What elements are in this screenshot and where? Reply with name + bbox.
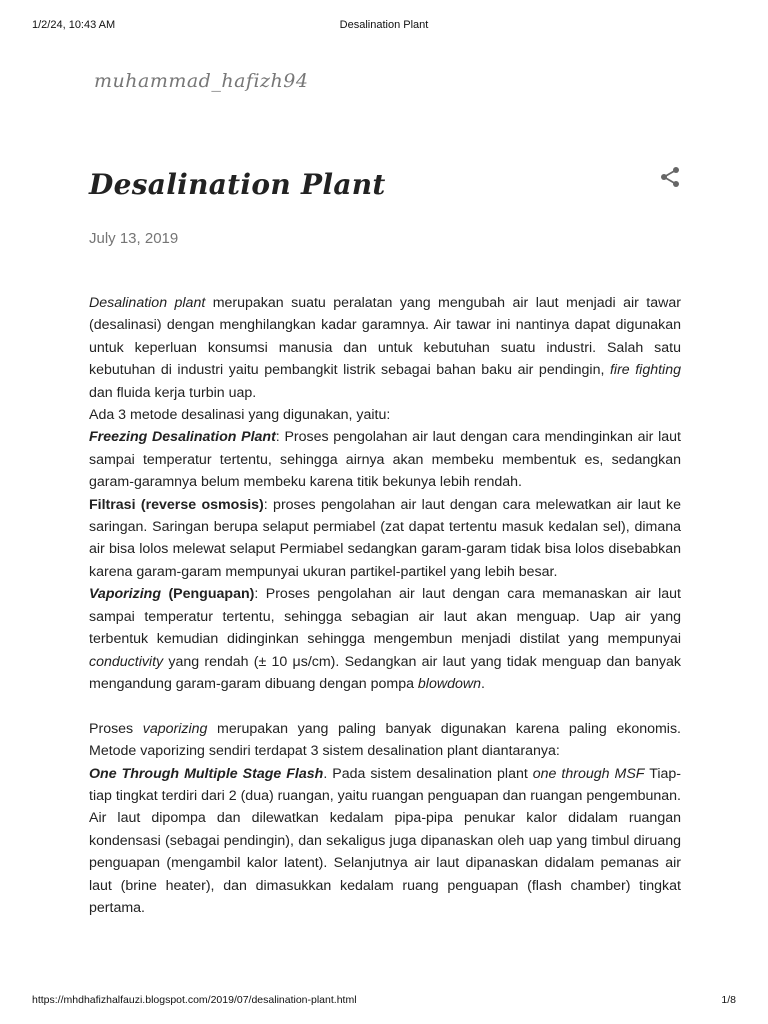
post-date: July 13, 2019 (89, 230, 179, 247)
share-button[interactable] (657, 164, 683, 190)
paragraph-gap (89, 695, 681, 717)
text-italic: blowdown (417, 675, 482, 692)
term-penguapan: (Penguapan) (161, 586, 255, 603)
text-italic: vaporizing (142, 720, 208, 737)
text: . Pada sistem desalination plant (323, 765, 533, 782)
text-italic: fire fighting (609, 362, 681, 379)
text: : Proses pengolahan air laut dengan cara memanaskan air laut sampai temperatur tertentu, sehingga sebagian air laut akan menguap. Uap air yang terbentuk kemudian didinginkan sehingga mengembun menjadi distilat yang mempunyai (89, 586, 681, 648)
print-header (32, 19, 736, 33)
text-italic: conductivity (89, 653, 164, 670)
text: Proses (89, 720, 143, 737)
term-vaporizing: Vaporizing (89, 586, 161, 603)
paragraph-methods-intro: Ada 3 metode desalinasi yang digunakan, yaitu: (89, 407, 391, 424)
term-freezing: Freezing Desalination Plant (89, 429, 276, 446)
text-italic: one through MSF (532, 765, 645, 782)
print-datetime: 1/2/24, 10:43 AM (32, 19, 116, 31)
paragraph-process (89, 718, 681, 763)
blog-name-link[interactable]: muhammad_hafizh94 (94, 70, 309, 92)
text: dan fluida kerja turbin uap. (89, 384, 257, 401)
paragraph-intro (89, 292, 681, 404)
term-msf: One Through Multiple Stage Flash (89, 765, 324, 782)
text: merupakan suatu peralatan yang mengubah air laut menjadi air tawar (desalinasi) dengan menghilangkan kadar garamnya. Air tawar ini nantinya dapat digunakan untuk keperluan konsumsi manusia dan untuk kebutuhan suatu industri. Salah satu kebutuhan di industri yaitu pembangkit listrik sebagai bahan baku air pendingin, (89, 295, 681, 379)
text: . (481, 675, 485, 692)
print-page-title: Desalination Plant (339, 19, 429, 31)
post-body (89, 292, 681, 919)
share-icon (660, 166, 680, 188)
paragraph-vaporizing (89, 583, 681, 695)
text: : Proses pengolahan air laut dengan cara mendinginkan air laut sampai temperatur tertentu, sehingga airnya akan membeku membentuk es, sedangkan garam-garamnya belum membeku karena titik bekunya lebih rendah. (89, 429, 681, 491)
print-footer (32, 994, 736, 1008)
text: Tiap-tiap tingkat terdiri dari 2 (dua) ruangan, yaitu ruangan penguapan dan ruangan pengembunan. Air laut dipompa dan dilewatkan kedalam pipa-pipa penukar kalor didalam ruangan kondensasi (sebagai pendingin), dan sekaligus juga dipanaskan oleh uap yang timbul diruang penguapan (mengambil kalor latent). Selanjutnya air laut dipanaskan didalam pemanas air laut (brine heater), dan dimasukkan kedalam ruang penguapan (flash chamber) tingkat pertama. (89, 765, 681, 916)
text: merupakan yang paling banyak digunakan karena paling ekonomis. Metode vaporizing sendiri terdapat 3 sistem desalination plant diantaranya: (89, 720, 681, 760)
post-title: Desalination Plant (89, 168, 386, 201)
paragraph-msf (89, 763, 681, 920)
term-filtrasi: Filtrasi (reverse osmosis) (89, 496, 264, 513)
print-url: https://mhdhafizhalfauzi.blogspot.com/2019/07/desalination-plant.html (32, 994, 357, 1006)
paragraph-freezing (89, 426, 681, 493)
paragraph-filtrasi (89, 494, 681, 584)
text: yang rendah (± 10 μs/cm). Sedangkan air laut yang tidak menguap dan banyak mengandung garam-garam dibuang dengan pompa (89, 653, 681, 692)
print-page-number: 1/8 (721, 994, 736, 1006)
text-italic: Desalination plant (89, 295, 206, 311)
text: : proses pengolahan air laut dengan cara melewatkan air laut ke saringan. Saringan berupa selaput permiabel (zat dapat tertentu masuk kedalan sel), dimana air bisa lolos melewat selaput Permiabel sedangkan garam-garam tidak bisa lolos disebabkan karena garam-garam mempunyai ukuran partikel-partikel yang lebih besar. (89, 496, 681, 580)
